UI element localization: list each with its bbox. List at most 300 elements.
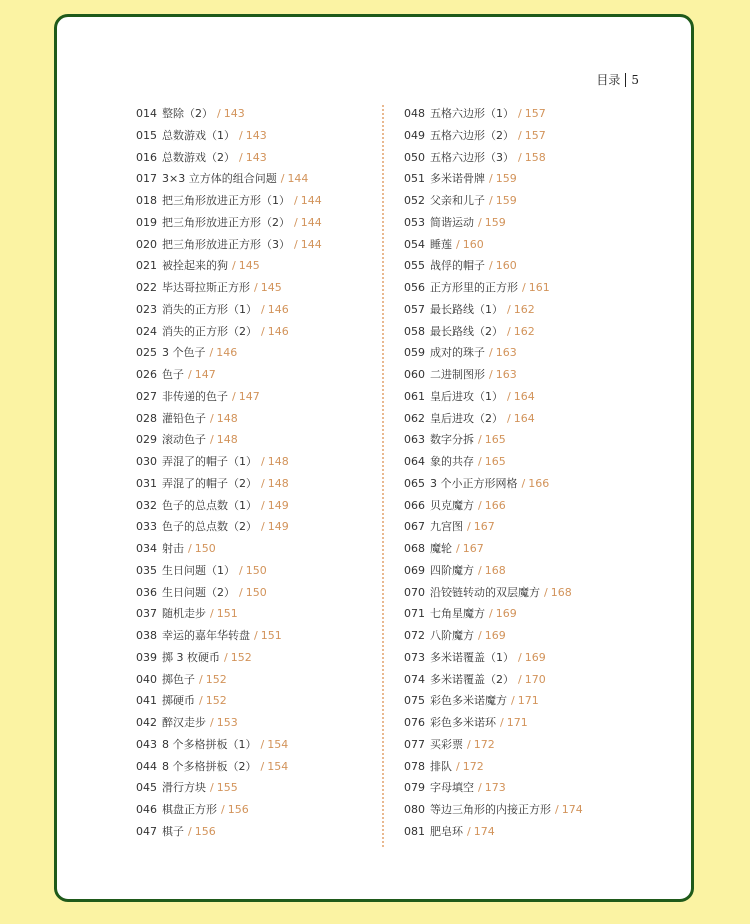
entry-title: 最长路线（2） <box>430 324 503 338</box>
entry-title: 弄混了的帽子（2） <box>162 476 257 490</box>
entry-number: 025 <box>136 346 157 360</box>
entry-slash: / <box>199 672 203 686</box>
entry-title: 把三角形放进正方形（2） <box>162 215 290 229</box>
entry-page: 145 <box>238 259 260 273</box>
entry-number: 055 <box>404 259 425 273</box>
entry-page: 166 <box>528 476 550 490</box>
entry-title: 棋盘正方形 <box>162 803 217 816</box>
entry-page: 153 <box>216 716 238 729</box>
entry-number: 063 <box>404 433 425 447</box>
entry-number: 043 <box>136 737 157 751</box>
entry-page: 164 <box>513 411 535 425</box>
entry-title: 正方形里的正方形 <box>430 281 518 294</box>
entry-slash: / <box>254 281 258 294</box>
entry-slash: / <box>210 433 214 447</box>
entry-title: 醉汉走步 <box>162 716 206 729</box>
entry-slash: / <box>518 650 522 664</box>
entry-slash: / <box>232 259 236 273</box>
entry-slash: / <box>221 803 225 816</box>
entry-page: 156 <box>227 803 249 816</box>
toc-column-right <box>404 103 583 843</box>
entry-title: 掷硬币 <box>162 694 195 708</box>
entry-slash: / <box>188 368 192 381</box>
entry-slash: / <box>239 150 243 164</box>
entry-slash: / <box>478 433 482 447</box>
entry-number: 077 <box>404 737 425 751</box>
toc-entry <box>136 538 322 560</box>
entry-title: 被拴起来的狗 <box>162 259 228 273</box>
entry-page: 148 <box>216 411 238 425</box>
entry-number: 052 <box>404 194 425 207</box>
entry-page: 159 <box>484 215 506 229</box>
entry-title: 随机走步 <box>162 607 206 621</box>
book-page <box>54 14 694 902</box>
toc-entry <box>404 538 583 560</box>
entry-page: 168 <box>484 563 506 577</box>
entry-slash: / <box>478 563 482 577</box>
toc-entry <box>404 777 583 799</box>
toc-entry <box>136 734 322 756</box>
toc-entry <box>404 712 583 734</box>
entry-number: 059 <box>404 346 425 360</box>
toc-entry <box>136 364 322 386</box>
entry-page: 148 <box>267 476 289 490</box>
toc-entry <box>136 299 322 321</box>
toc-entry <box>404 625 583 647</box>
entry-page: 174 <box>561 803 583 816</box>
toc-entry <box>136 473 322 495</box>
entry-page: 145 <box>260 281 282 294</box>
entry-number: 067 <box>404 520 425 534</box>
toc-entry <box>404 408 583 430</box>
toc-entry <box>136 582 322 604</box>
header-title: 目录 <box>596 73 621 87</box>
entry-title: 最长路线（1） <box>430 302 503 316</box>
entry-page: 150 <box>245 563 267 577</box>
entry-number: 049 <box>404 128 425 142</box>
entry-slash: / <box>521 476 526 490</box>
toc-entry <box>404 690 583 712</box>
entry-number: 076 <box>404 716 425 729</box>
entry-page: 154 <box>267 759 289 773</box>
entry-page: 147 <box>238 389 260 403</box>
entry-slash: / <box>511 694 515 708</box>
toc-entry <box>136 669 322 691</box>
entry-slash: / <box>478 215 482 229</box>
entry-slash: / <box>261 498 265 512</box>
entry-title: 把三角形放进正方形（1） <box>162 194 290 207</box>
toc-entry <box>404 386 583 408</box>
entry-slash: / <box>507 389 511 403</box>
entry-number: 061 <box>404 389 425 403</box>
toc-entry <box>136 321 322 343</box>
entry-page: 146 <box>267 324 289 338</box>
entry-title: 总数游戏（2） <box>162 150 235 164</box>
entry-page: 162 <box>513 302 535 316</box>
entry-slash: / <box>507 411 511 425</box>
entry-title: 3×3 立方体的组合问题 <box>162 172 277 186</box>
entry-title: 四阶魔方 <box>430 563 474 577</box>
entry-title: 色子的总点数（1） <box>162 498 257 512</box>
entry-page: 147 <box>194 368 216 381</box>
entry-page: 173 <box>484 781 506 795</box>
entry-page: 163 <box>495 346 517 360</box>
entry-title: 8 个多格拼板（1） <box>162 737 257 751</box>
toc-entry <box>404 516 583 538</box>
entry-page: 154 <box>267 737 289 751</box>
entry-slash: / <box>239 128 243 142</box>
toc-entry <box>136 712 322 734</box>
toc-entry <box>404 647 583 669</box>
toc-entry <box>136 103 322 125</box>
entry-page: 163 <box>495 368 517 381</box>
entry-slash: / <box>217 107 221 120</box>
entry-title: 父亲和儿子 <box>430 194 485 207</box>
entry-page: 167 <box>462 542 484 555</box>
entry-number: 039 <box>136 650 157 664</box>
entry-page: 149 <box>267 498 289 512</box>
entry-page: 158 <box>524 150 546 164</box>
entry-slash: / <box>224 650 228 664</box>
entry-page: 151 <box>260 629 282 642</box>
toc-entry <box>136 495 322 517</box>
entry-slash: / <box>507 302 511 316</box>
toc-entry <box>404 299 583 321</box>
entry-slash: / <box>261 520 265 534</box>
toc-entry <box>136 386 322 408</box>
entry-number: 080 <box>404 803 425 816</box>
entry-title: 象的共存 <box>430 455 474 468</box>
entry-page: 169 <box>524 650 546 664</box>
toc-entry <box>136 408 322 430</box>
entry-slash: / <box>254 629 258 642</box>
entry-number: 018 <box>136 194 157 207</box>
entry-slash: / <box>507 324 511 338</box>
toc-entry <box>136 777 322 799</box>
entry-page: 151 <box>216 607 238 621</box>
entry-number: 014 <box>136 107 157 120</box>
entry-page: 150 <box>245 585 267 599</box>
entry-slash: / <box>261 455 265 468</box>
entry-title: 滚动色子 <box>162 433 206 447</box>
entry-number: 020 <box>136 237 157 251</box>
entry-slash: / <box>188 542 192 555</box>
entry-title: 成对的珠子 <box>430 346 485 360</box>
entry-page: 157 <box>524 107 546 120</box>
toc-entry <box>136 147 322 169</box>
entry-page: 160 <box>495 259 517 273</box>
entry-slash: / <box>518 107 522 120</box>
entry-title: 非传递的色子 <box>162 389 228 403</box>
entry-title: 掷色子 <box>162 672 195 686</box>
entry-slash: / <box>199 694 203 708</box>
entry-number: 032 <box>136 498 157 512</box>
entry-slash: / <box>518 128 522 142</box>
entry-number: 058 <box>404 324 425 338</box>
toc-entry <box>404 799 583 821</box>
entry-title: 二进制图形 <box>430 368 485 381</box>
entry-number: 078 <box>404 759 425 773</box>
entry-slash: / <box>210 716 214 729</box>
entry-slash: / <box>294 237 298 251</box>
entry-slash: / <box>188 824 192 838</box>
header-separator <box>625 73 626 87</box>
entry-page: 167 <box>473 520 495 534</box>
entry-title: 射击 <box>162 542 184 555</box>
toc-entry <box>136 647 322 669</box>
entry-page: 146 <box>216 346 238 360</box>
entry-slash: / <box>456 237 460 251</box>
entry-page: 171 <box>506 716 528 729</box>
toc-entry <box>136 125 322 147</box>
entry-slash: / <box>489 607 493 621</box>
entry-page: 144 <box>300 194 322 207</box>
toc-entry <box>404 147 583 169</box>
toc-entry <box>404 212 583 234</box>
toc-entry <box>404 125 583 147</box>
toc-entry <box>136 560 322 582</box>
entry-page: 165 <box>484 455 506 468</box>
entry-title: 五格六边形（3） <box>430 150 514 164</box>
entry-title: 生日问题（2） <box>162 585 235 599</box>
entry-slash: / <box>467 824 471 838</box>
toc-entry <box>404 234 583 256</box>
toc-entry <box>404 473 583 495</box>
running-header <box>596 71 639 88</box>
entry-slash: / <box>489 368 493 381</box>
toc-entry <box>404 429 583 451</box>
entry-number: 047 <box>136 824 157 838</box>
entry-slash: / <box>456 759 460 773</box>
entry-slash: / <box>260 737 265 751</box>
entry-number: 033 <box>136 520 157 534</box>
entry-slash: / <box>239 563 243 577</box>
entry-slash: / <box>261 302 265 316</box>
entry-slash: / <box>489 194 493 207</box>
entry-number: 046 <box>136 803 157 816</box>
entry-slash: / <box>260 759 265 773</box>
entry-title: 整除（2） <box>162 107 213 120</box>
entry-number: 072 <box>404 629 425 642</box>
entry-title: 买彩票 <box>430 737 463 751</box>
entry-page: 152 <box>205 694 227 708</box>
entry-slash: / <box>261 324 265 338</box>
entry-title: 皇后进攻（1） <box>430 389 503 403</box>
toc-entry <box>404 103 583 125</box>
toc-entry <box>404 168 583 190</box>
toc-entry <box>136 190 322 212</box>
entry-slash: / <box>489 346 493 360</box>
entry-number: 016 <box>136 150 157 164</box>
toc-entry <box>404 603 583 625</box>
entry-title: 彩色多米诺环 <box>430 716 496 729</box>
entry-page: 150 <box>194 542 216 555</box>
entry-slash: / <box>210 607 214 621</box>
entry-page: 160 <box>462 237 484 251</box>
entry-slash: / <box>489 259 493 273</box>
entry-page: 170 <box>524 672 546 686</box>
entry-page: 156 <box>194 824 216 838</box>
entry-number: 042 <box>136 716 157 729</box>
entry-number: 060 <box>404 368 425 381</box>
entry-title: 生日问题（1） <box>162 563 235 577</box>
toc-entry <box>404 821 583 843</box>
entry-slash: / <box>280 172 285 186</box>
toc-entry <box>136 234 322 256</box>
entry-title: 排队 <box>430 759 452 773</box>
entry-title: 消失的正方形（2） <box>162 324 257 338</box>
entry-number: 028 <box>136 411 157 425</box>
entry-page: 157 <box>524 128 546 142</box>
entry-title: 色子 <box>162 368 184 381</box>
toc-entry <box>136 799 322 821</box>
entry-number: 040 <box>136 672 157 686</box>
toc-entry <box>404 255 583 277</box>
entry-number: 034 <box>136 542 157 555</box>
entry-page: 146 <box>267 302 289 316</box>
entry-page: 174 <box>473 824 495 838</box>
entry-title: 3 个色子 <box>162 346 206 360</box>
entry-number: 045 <box>136 781 157 795</box>
entry-slash: / <box>467 520 471 534</box>
toc-entry <box>136 821 322 843</box>
toc-entry <box>136 212 322 234</box>
entry-number: 062 <box>404 411 425 425</box>
entry-title: 数字分拆 <box>430 433 474 447</box>
entry-number: 074 <box>404 672 425 686</box>
entry-slash: / <box>209 346 214 360</box>
entry-title: 肥皂环 <box>430 824 463 838</box>
entry-page: 155 <box>216 781 238 795</box>
entry-number: 051 <box>404 172 425 186</box>
toc-column-left <box>136 103 322 843</box>
entry-page: 168 <box>550 585 572 599</box>
toc-entry <box>136 168 322 190</box>
toc-entry <box>136 451 322 473</box>
entry-page: 149 <box>267 520 289 534</box>
toc-entry <box>404 451 583 473</box>
entry-page: 152 <box>205 672 227 686</box>
entry-page: 144 <box>287 172 309 186</box>
entry-number: 064 <box>404 455 425 468</box>
entry-slash: / <box>294 194 298 207</box>
entry-title: 魔轮 <box>430 542 452 555</box>
entry-title: 九宫图 <box>430 520 463 534</box>
entry-page: 166 <box>484 498 506 512</box>
entry-page: 144 <box>300 215 322 229</box>
entry-page: 161 <box>528 281 550 294</box>
entry-title: 贝克魔方 <box>430 498 474 512</box>
entry-number: 068 <box>404 542 425 555</box>
entry-title: 彩色多米诺魔方 <box>430 694 507 708</box>
entry-number: 026 <box>136 368 157 381</box>
entry-page: 172 <box>462 759 484 773</box>
entry-slash: / <box>518 672 522 686</box>
entry-slash: / <box>489 172 493 186</box>
entry-slash: / <box>210 411 214 425</box>
entry-number: 017 <box>136 172 157 186</box>
entry-slash: / <box>500 716 504 729</box>
entry-page: 171 <box>517 694 539 708</box>
entry-slash: / <box>261 476 265 490</box>
toc-entry <box>136 756 322 778</box>
entry-number: 031 <box>136 476 157 490</box>
entry-title: 战俘的帽子 <box>430 259 485 273</box>
toc-entry <box>136 255 322 277</box>
entry-number: 023 <box>136 302 157 316</box>
toc-entry <box>404 756 583 778</box>
entry-number: 019 <box>136 215 157 229</box>
toc-entry <box>404 321 583 343</box>
entry-number: 081 <box>404 824 425 838</box>
entry-slash: / <box>522 281 526 294</box>
entry-title: 幸运的嘉年华转盘 <box>162 629 250 642</box>
entry-slash: / <box>210 781 214 795</box>
entry-slash: / <box>467 737 471 751</box>
entry-slash: / <box>456 542 460 555</box>
entry-title: 五格六边形（1） <box>430 107 514 120</box>
entry-title: 毕达哥拉斯正方形 <box>162 281 250 294</box>
entry-number: 054 <box>404 237 425 251</box>
entry-title: 简谐运动 <box>430 215 474 229</box>
entry-number: 071 <box>404 607 425 621</box>
toc-entry <box>404 582 583 604</box>
entry-number: 069 <box>404 563 425 577</box>
entry-title: 多米诺骨牌 <box>430 172 485 186</box>
toc-entry <box>404 669 583 691</box>
entry-number: 038 <box>136 629 157 642</box>
entry-title: 掷 3 枚硬币 <box>162 650 220 664</box>
entry-slash: / <box>555 803 559 816</box>
entry-title: 皇后进攻（2） <box>430 411 503 425</box>
entry-title: 字母填空 <box>430 781 474 795</box>
entry-page: 165 <box>484 433 506 447</box>
entry-title: 3 个小正方形网格 <box>430 476 518 490</box>
toc-entry <box>404 190 583 212</box>
entry-number: 079 <box>404 781 425 795</box>
entry-number: 037 <box>136 607 157 621</box>
entry-title: 滑行方块 <box>162 781 206 795</box>
entry-slash: / <box>232 389 236 403</box>
entry-title: 八阶魔方 <box>430 629 474 642</box>
entry-page: 172 <box>473 737 495 751</box>
toc-entry <box>404 342 583 364</box>
entry-slash: / <box>478 498 482 512</box>
entry-number: 065 <box>404 476 425 490</box>
entry-slash: / <box>478 781 482 795</box>
entry-title: 沿铰链转动的双层魔方 <box>430 585 540 599</box>
entry-number: 035 <box>136 563 157 577</box>
entry-number: 015 <box>136 128 157 142</box>
entry-title: 睡莲 <box>430 237 452 251</box>
entry-title: 灌铅色子 <box>162 411 206 425</box>
entry-page: 148 <box>267 455 289 468</box>
entry-number: 053 <box>404 215 425 229</box>
entry-number: 070 <box>404 585 425 599</box>
entry-page: 148 <box>216 433 238 447</box>
toc-entry <box>136 603 322 625</box>
toc-entry <box>136 342 322 364</box>
entry-number: 066 <box>404 498 425 512</box>
entry-title: 多米诺覆盖（1） <box>430 650 514 664</box>
entry-page: 169 <box>484 629 506 642</box>
entry-title: 弄混了的帽子（1） <box>162 455 257 468</box>
column-divider <box>382 105 384 847</box>
entry-page: 152 <box>230 650 252 664</box>
entry-number: 022 <box>136 281 157 294</box>
entry-page: 162 <box>513 324 535 338</box>
entry-slash: / <box>294 215 298 229</box>
